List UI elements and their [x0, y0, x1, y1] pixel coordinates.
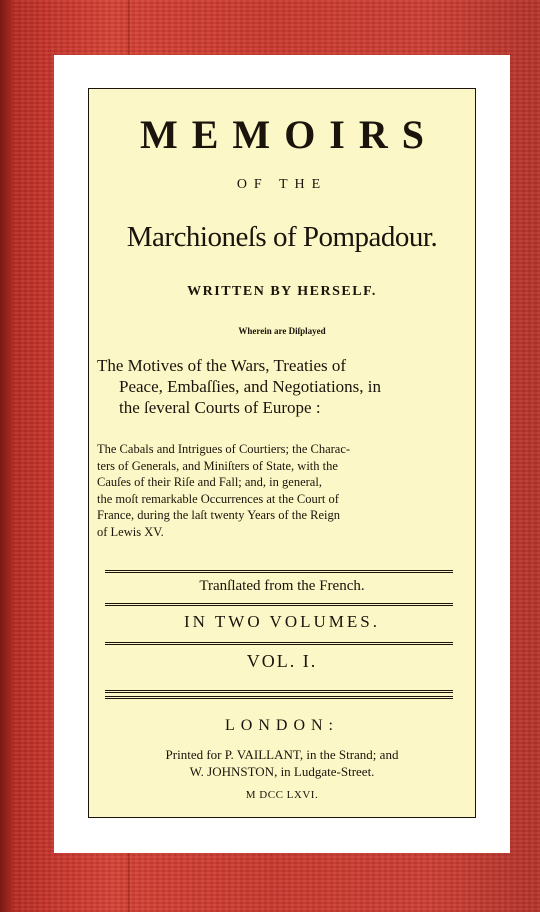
title-of-the: OF THE	[236, 177, 328, 192]
cabals-line: France, during the laſt twenty Years of the Reign	[97, 508, 341, 522]
divider-rule	[105, 696, 453, 699]
motives-paragraph	[97, 355, 463, 418]
volumes-line: IN TWO VOLUMES.	[184, 612, 380, 631]
imprint-printers	[93, 746, 471, 780]
printer-line: W. JOHNSTON, in Ludgate-Street.	[189, 764, 375, 779]
title-memoirs: MEMOIRS	[140, 112, 438, 157]
printer-line: Printed for P. VAILLANT, in the Strand; and	[165, 747, 399, 762]
motives-line: Peace, Embaſſies, and Negotiations, in	[119, 377, 382, 396]
cabals-line: Cauſes of their Riſe and Fall; and, in general,	[97, 475, 322, 489]
written-by-line: WRITTEN BY HERSELF.	[187, 284, 377, 299]
translated-line: Tranſlated from the French.	[199, 578, 365, 594]
cabals-line: The Cabals and Intrigues of Courtiers; the Charac-	[97, 442, 351, 456]
divider-rule	[105, 570, 453, 573]
cabals-line: the moſt remarkable Occurrences at the Court of	[97, 491, 339, 506]
title-marchioness: Marchioneſs of Pompadour.	[126, 221, 438, 253]
cabals-paragraph	[97, 441, 461, 540]
motives-line: The Motives of the Wars, Treaties of	[97, 356, 347, 375]
divider-rule	[105, 642, 453, 645]
book-spine	[0, 0, 12, 912]
motives-line: the ſeveral Courts of Europe :	[119, 398, 321, 417]
cabals-line: of Lewis XV.	[97, 524, 164, 539]
imprint-year: M DCC LXVI.	[245, 789, 319, 801]
title-page	[88, 88, 476, 818]
divider-rule	[105, 690, 453, 693]
divider-rule	[105, 603, 453, 606]
volume-number: VOL. I.	[246, 651, 318, 671]
imprint-london: LONDON:	[225, 717, 339, 734]
wherein-line: Wherein are Diſplayed	[238, 326, 326, 336]
cabals-line: ters of Generals, and Miniſters of State, with the	[97, 458, 338, 473]
